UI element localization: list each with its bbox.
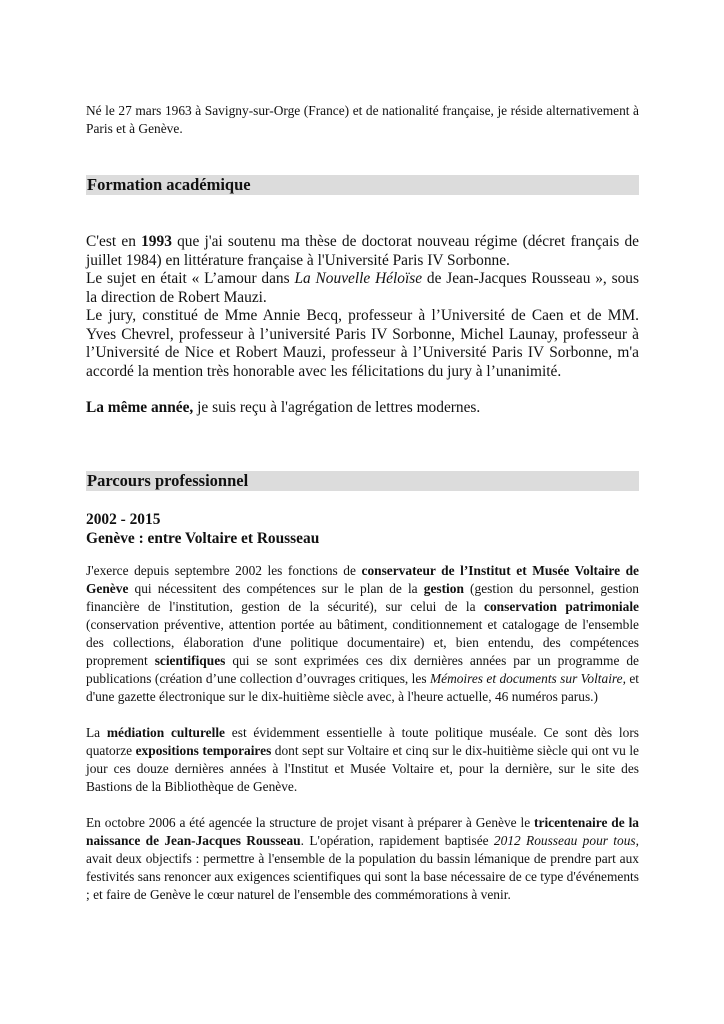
parcours-body: [86, 562, 639, 904]
thesis-year: 1993: [141, 233, 172, 250]
parcours-paragraph-3: En octobre 2006 a été agencée la structure de projet visant à préparer à Genève le tricentenaire de la naissance de Jean-Jacques Rousseau. L'opération, rapidement baptisée 2012 Rousseau pour tous, avait deux objectifs : permettre à l'ensemble de la population du bassin lémanique de prendre part aux festivités sans renoncer aux exigences scientifiques qui sont la base nécessaire de ce type d'événements ; et faire de Genève le cœur naturel de l'ensemble des commémorations à venir.: [86, 815, 639, 902]
formation-paragraph-2: Le sujet en était « L’amour dans La Nouvelle Héloïse de Jean-Jacques Rousseau », sous la direction de Robert Mauzi.: [86, 270, 639, 306]
formation-paragraph-1: C'est en 1993 que j'ai soutenu ma thèse de doctorat nouveau régime (décret français de juillet 1984) en littérature française à l'Université Paris IV Sorbonne.: [86, 233, 639, 269]
formation-body: [86, 233, 639, 418]
section-heading-formation: Formation académique: [86, 175, 639, 195]
period-label: 2002 - 2015: [86, 511, 161, 528]
period-subtitle: Genève : entre Voltaire et Rousseau: [86, 529, 320, 547]
formation-paragraph-3: Le jury, constitué de Mme Annie Becq, professeur à l’Université de Caen et de MM. Yves Chevrel, professeur à l’université Paris IV Sorbonne, Michel Launay, professeur à l’Université de Nice et Robert Mauzi, professeur à l’Université Paris IV Sorbonne, m'a accordé la mention très honorable avec les félicitations du jury à l’unanimité.: [86, 307, 639, 380]
formation-paragraph-4: La même année, je suis reçu à l'agrégation de lettres modernes.: [86, 399, 481, 416]
work-title: La Nouvelle Héloïse: [294, 270, 423, 287]
intro-text: Né le 27 mars 1963 à Savigny-sur-Orge (France) et de nationalité française, je réside alternativement à Paris et à Genève.: [86, 103, 639, 136]
parcours-paragraph-2: La médiation culturelle est évidemment essentielle à toute politique muséale. Ce sont dès lors quatorze expositions temporaires dont sept sur Voltaire et cinq sur le dix-huitième siècle qui ont vu le jour ces douze dernières années à l'Institut et Musée Voltaire et, pour la dernière, sur le site des Bastions de la Bibliothèque de Genève.: [86, 725, 639, 794]
intro-paragraph: [86, 102, 639, 138]
parcours-paragraph-1: J'exerce depuis septembre 2002 les fonctions de conservateur de l’Institut et Musée Voltaire de Genève qui nécessitent des compétences sur le plan de la gestion (gestion du personnel, gestion financière de l'institution, gestion de la sécurité), sur celui de la conservation patrimoniale (conservation préventive, attention portée au bâtiment, conditionnement et catalogage de l'ensemble des collections, élaboration d'une politique documentaire) et, bien entendu, des compétences proprement scientifiques qui se sont exprimées ces dix dernières années par un programme de publications (création d’une collection d’ouvrages critiques, les Mémoires et documents sur Voltaire, et d'une gazette électronique sur le dix-huitième siècle avec, à l'heure actuelle, 46 numéros parus.): [86, 563, 640, 704]
parcours-subheading: [86, 511, 639, 548]
section-heading-parcours: Parcours professionnel: [86, 471, 639, 491]
